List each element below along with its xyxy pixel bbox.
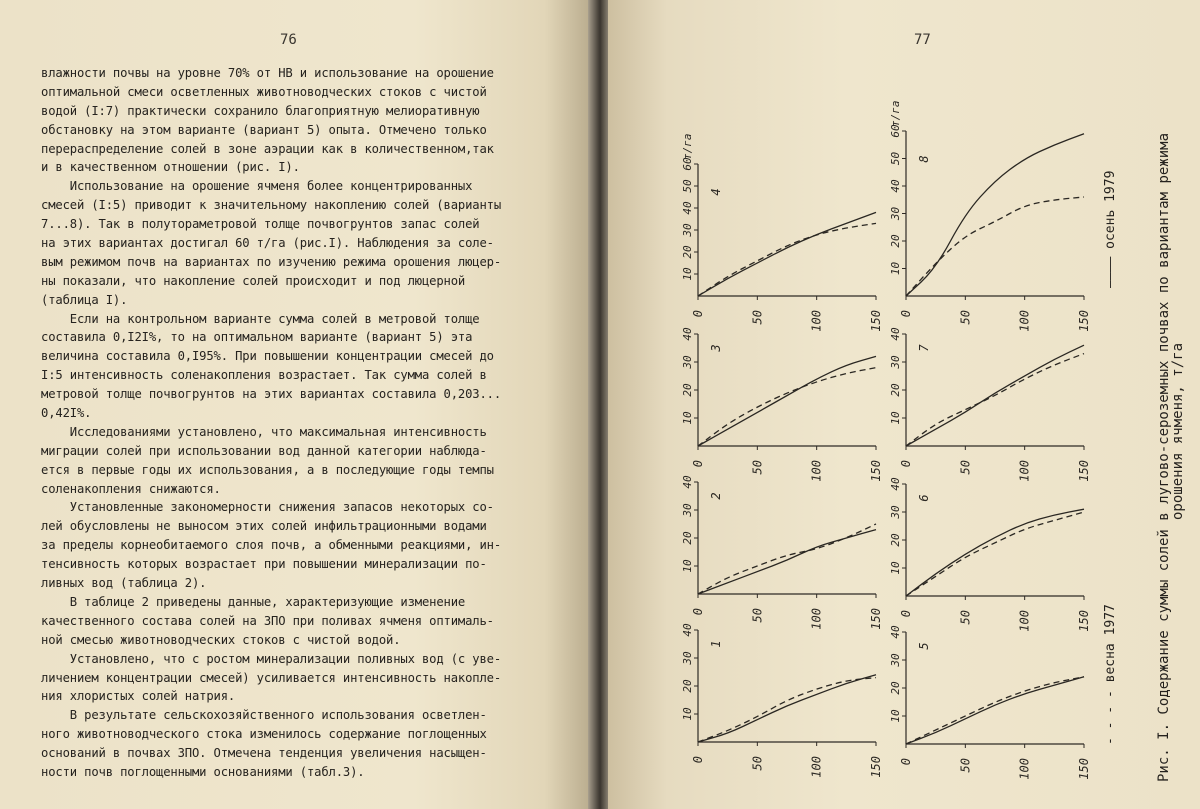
unit-label: т/га [889, 100, 902, 127]
text-line: Использование на орошение ячменя более концентрированных [41, 179, 473, 194]
y-tick-label: 40 [681, 475, 694, 489]
text-line: величина составила 0,I95%. При повышении концентрации смесей до [41, 349, 494, 364]
chart-panel-4 [681, 134, 883, 332]
x-tick-label: 100 [1017, 610, 1032, 632]
text-line: ности почв поглощенными основаниями (табл.3). [41, 764, 365, 779]
y-tick-label: 30 [681, 651, 694, 665]
x-tick-label: 50 [958, 310, 973, 325]
text-line: Установленные закономерности снижения запасов некоторых со- [41, 500, 494, 515]
text-line: за пределы корнеобитаемого слоя почв, а обменными реакциями, ин- [41, 538, 501, 553]
y-tick-label: 20 [889, 234, 902, 248]
series-line-spring-1977 [906, 512, 1084, 596]
chart-panel-2 [681, 475, 883, 630]
y-tick-label: 30 [681, 223, 694, 237]
y-tick-label: 30 [681, 503, 694, 517]
y-tick-label: 30 [889, 355, 902, 369]
x-tick-label: 150 [869, 310, 883, 332]
y-tick-label: 10 [889, 411, 902, 425]
y-tick-label: 20 [681, 679, 694, 693]
x-tick-label: 100 [1017, 460, 1032, 482]
legend-autumn-1979: ———— осень 1979 [1103, 170, 1118, 288]
text-line: личением концентрации смесей) усиливается интенсивность накопле- [41, 670, 501, 685]
x-tick-label: 0 [899, 610, 913, 618]
x-tick-label: 0 [691, 310, 705, 318]
text-line: обстановку на этом варианте (вариант 5) опыта. Отмечено только [41, 122, 487, 137]
text-line: В таблице 2 приведены данные, характеризующие изменение [41, 594, 466, 609]
series-line-autumn-1979 [698, 356, 876, 446]
text-line: ется в первые годы их использования, а в последующие годы темпы [41, 462, 494, 477]
panel-number: 1 [709, 640, 723, 648]
series-line-autumn-1979 [906, 509, 1084, 596]
y-tick-label: 40 [681, 327, 694, 341]
x-tick-label: 100 [809, 460, 824, 482]
text-line: водой (I:7) практически сохранило благоприятную мелиоративную [41, 103, 480, 118]
x-tick-label: 50 [750, 460, 765, 475]
x-tick-label: 50 [750, 756, 765, 771]
text-line: метровой толще почвогрунтов на этих вариантах составила 0,203... [41, 387, 501, 402]
y-tick-label: 20 [889, 383, 902, 397]
x-tick-label: 0 [899, 460, 913, 468]
page-number-left: 76 [280, 32, 297, 48]
text-line: влажности почвы на уровне 70% от НВ и использование на орошение [41, 66, 494, 80]
x-tick-label: 50 [958, 610, 973, 625]
series-line-autumn-1979 [906, 134, 1084, 296]
x-tick-label: 100 [809, 310, 824, 332]
x-tick-label: 50 [750, 608, 765, 623]
series-line-autumn-1979 [698, 675, 876, 742]
text-line: оптимальной смеси осветленных животноводческих стоков с чистой [41, 84, 487, 99]
series-line-spring-1977 [698, 678, 876, 742]
series-line-spring-1977 [698, 223, 876, 296]
panel-number: 3 [709, 344, 723, 352]
text-line: (таблица I). [41, 292, 128, 307]
y-tick-label: 10 [889, 261, 902, 276]
chart-panel-1 [681, 623, 883, 778]
text-line: Если на контрольном варианте сумма солей в метровой толще [41, 311, 480, 326]
text-line: 0,42I%. [41, 406, 92, 421]
text-line: 7...8). Так в полутораметровой толще почвогрунтов запас солей [41, 217, 480, 232]
x-tick-label: 150 [869, 608, 883, 630]
y-tick-label: 10 [681, 411, 694, 425]
y-tick-label: 60 [681, 157, 694, 171]
x-tick-label: 100 [1017, 310, 1032, 332]
text-line: ливных вод (таблица 2). [41, 576, 207, 591]
x-tick-label: 0 [899, 310, 913, 318]
legend-spring-1977: - - - - весна 1977 [1103, 604, 1118, 745]
y-tick-label: 50 [889, 151, 902, 166]
x-tick-label: 0 [691, 460, 705, 468]
x-tick-label: 50 [958, 460, 973, 475]
series-line-spring-1977 [698, 368, 876, 446]
x-tick-label: 150 [1077, 310, 1091, 332]
x-tick-label: 100 [809, 608, 824, 630]
panel-number: 4 [709, 188, 723, 196]
y-tick-label: 10 [681, 559, 694, 573]
figure-caption-line1: Рис. I. Содержание суммы солей в лугово-сероземных почвах по вариантам режима [1156, 132, 1172, 782]
panel-number: 6 [917, 494, 931, 502]
y-tick-label: 20 [889, 533, 902, 547]
text-line: вым режимом почв на вариантах по изучению режима орошения люцер- [41, 254, 501, 269]
series-line-spring-1977 [906, 354, 1084, 446]
x-tick-label: 100 [1017, 758, 1032, 780]
text-line: на этих вариантах достигал 60 т/га (рис.I). Наблюдения за соле- [41, 236, 494, 251]
chart-panel-7 [889, 327, 1091, 482]
text-line: тенсивность которых возрастает при повышении минерализации по- [41, 557, 487, 572]
x-tick-label: 50 [958, 758, 973, 773]
panel-number: 8 [917, 155, 931, 163]
chart-panel-5 [889, 625, 1091, 780]
text-line: ния хлористых солей натрия. [41, 689, 236, 704]
y-tick-label: 10 [681, 267, 694, 281]
text-line: I:5 интенсивность соленакопления возрастает. Так сумма солей в [41, 368, 487, 383]
y-tick-label: 10 [681, 707, 694, 721]
y-tick-label: 30 [889, 206, 902, 221]
panel-number: 5 [917, 642, 931, 650]
x-tick-label: 100 [809, 756, 824, 778]
y-tick-label: 20 [681, 531, 694, 545]
x-tick-label: 50 [750, 310, 765, 325]
text-line: смесей (I:5) приводит к значительному накоплению солей (варианты [41, 198, 501, 213]
text-line: ного животноводческого стока изменилось содержание поглощенных [41, 727, 487, 742]
y-tick-label: 10 [889, 709, 902, 723]
y-tick-label: 50 [681, 179, 694, 193]
x-tick-label: 150 [1077, 758, 1091, 780]
x-tick-label: 150 [1077, 610, 1091, 632]
y-tick-label: 20 [889, 681, 902, 695]
y-tick-label: 30 [889, 505, 902, 519]
text-line: качественного состава солей на ЗПО при поливах ячменя оптималь- [41, 613, 494, 628]
y-tick-label: 20 [681, 383, 694, 397]
text-line: составила 0,I2I%, то на оптимальном варианте (вариант 5) эта [41, 330, 473, 345]
series-line-autumn-1979 [906, 677, 1084, 744]
text-line: соленакопления снижаются. [41, 481, 221, 496]
y-tick-label: 10 [889, 561, 902, 575]
text-line: ной смесью животноводческих стоков с чистой водой. [41, 632, 401, 647]
series-line-autumn-1979 [698, 212, 876, 296]
y-tick-label: 60 [889, 124, 902, 138]
text-line: перераспределение солей в зоне аэрации как в количественном,так [41, 141, 494, 156]
page-number-right: 77 [914, 32, 931, 48]
text-line: Установлено, что с ростом минерализации поливных вод (с уве- [41, 651, 501, 666]
x-tick-label: 150 [1077, 460, 1091, 482]
text-line: и в качественном отношении (рис. I). [41, 160, 300, 175]
text-line: Исследованиями установлено, что максимальная интенсивность [41, 424, 487, 439]
text-line: ны показали, что накопление солей происходит и под люцерной [41, 273, 466, 288]
y-tick-label: 40 [889, 625, 902, 639]
y-tick-label: 40 [681, 623, 694, 637]
unit-label: т/га [681, 133, 694, 160]
x-tick-label: 0 [691, 756, 705, 764]
x-tick-label: 150 [869, 460, 883, 482]
y-tick-label: 40 [889, 477, 902, 491]
panel-number: 2 [709, 492, 723, 500]
panel-number: 7 [917, 344, 931, 352]
x-tick-label: 0 [691, 608, 705, 616]
y-tick-label: 30 [681, 355, 694, 369]
y-tick-label: 20 [681, 245, 694, 259]
text-line: оснований в почвах ЗПО. Отмечена тенденция увеличения насыщен- [41, 746, 487, 761]
text-line: лей обусловлены не выносом этих солей инфильтрационными водами [41, 519, 487, 534]
chart-panel-6 [889, 477, 1091, 632]
chart-panel-8 [889, 101, 1091, 332]
text-line: миграции солей при использовании вод данной категории наблюда- [41, 443, 487, 458]
x-tick-label: 150 [869, 756, 883, 778]
figure-caption-line2: орошения ячменя, т/га [1170, 342, 1186, 520]
y-tick-label: 40 [681, 201, 694, 215]
y-tick-label: 30 [889, 653, 902, 667]
chart-panel-3 [681, 327, 883, 482]
series-line-autumn-1979 [698, 530, 876, 594]
y-tick-label: 40 [889, 327, 902, 341]
series-line-spring-1977 [906, 197, 1084, 296]
y-tick-label: 40 [889, 179, 902, 193]
x-tick-label: 0 [899, 758, 913, 766]
text-line: В результате сельскохозяйственного использования осветлен- [41, 708, 487, 723]
